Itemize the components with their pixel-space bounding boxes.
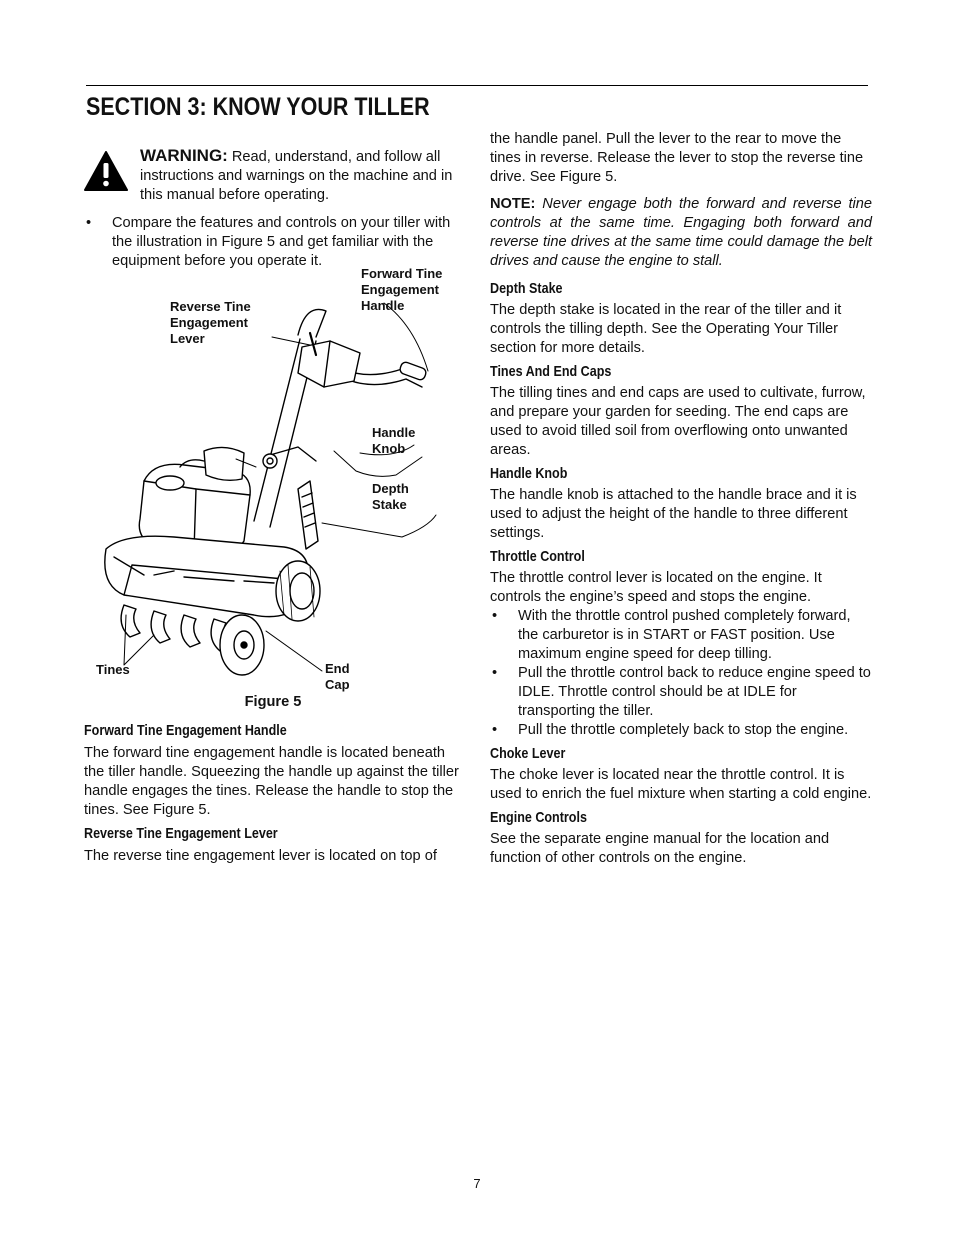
- figure-5: [84, 266, 462, 717]
- reverse-lever-body-cont: the handle panel. Pull the lever to the rear to move the tines in reverse. Release the lever to stop the reverse tine drive. See Figure 5.: [490, 131, 864, 185]
- bullet-marker: •: [492, 722, 498, 738]
- depth-stake-body: The depth stake is located in the rear of the tiller and it controls the tilling depth. See the Operating Your Tiller section for more details.: [490, 302, 842, 356]
- intro-bullet-list: [84, 214, 462, 271]
- note-label: NOTE:: [490, 196, 536, 212]
- warning-label: WARNING:: [140, 146, 228, 165]
- callout-reverse-tine-lever: Reverse Tine Engagement Lever: [170, 299, 251, 346]
- forward-handle-section: [84, 722, 462, 820]
- choke-section: [490, 745, 872, 804]
- left-column: [84, 146, 462, 866]
- list-item: [490, 664, 872, 721]
- bullet-marker: •: [492, 608, 498, 624]
- engine-controls-body: See the separate engine manual for the location and function of other controls on the engine.: [490, 831, 830, 866]
- handle-knob-section: [490, 465, 872, 543]
- throttle-bullet-text: Pull the throttle completely back to stop the engine.: [518, 722, 849, 738]
- throttle-heading: Throttle Control: [490, 549, 585, 565]
- right-column: [490, 130, 872, 868]
- callout-forward-tine-handle: Forward Tine Engagement Handle: [361, 266, 443, 313]
- throttle-section: [490, 548, 872, 740]
- callout-depth-stake: Depth Stake: [372, 481, 409, 512]
- depth-stake-heading: Depth Stake: [490, 281, 563, 297]
- header-rule: [86, 85, 868, 86]
- throttle-bullet-text: With the throttle control pushed completely forward, the carburetor is in START or FAST position. Use maximum engine speed for deep tilling.: [518, 608, 851, 662]
- intro-bullet-text: Compare the features and controls on your tiller with the illustration in Figure 5 and get familiar with the equipment before you operate it.: [112, 215, 451, 269]
- throttle-bullet-text: Pull the throttle control back to reduce engine speed to IDLE. Throttle control should be at IDLE for transporting the tiller.: [518, 665, 871, 719]
- reverse-lever-section: [84, 825, 462, 866]
- reverse-lever-heading: Reverse Tine Engagement Lever: [84, 826, 278, 842]
- warning-text: Read, understand, and follow all instructions and warnings on the machine and in this manual before operating.: [140, 149, 453, 203]
- list-item: [84, 214, 462, 271]
- forward-handle-heading: Forward Tine Engagement Handle: [84, 723, 287, 739]
- handle-knob-body: The handle knob is attached to the handle brace and it is used to adjust the height of the handle to three different settings.: [490, 487, 857, 541]
- list-item: [490, 721, 872, 740]
- note-body: Never engage both the forward and reverse tine controls at the same time. Engaging both forward and reverse tine drives at the same time could damage the belt drives and cause the engine to stall.: [490, 196, 872, 269]
- tines-caps-body: The tilling tines and end caps are used to cultivate, furrow, and prepare your garden for seeding. The end caps are used to avoid tilled soil from overflowing onto unwanted areas.: [490, 385, 866, 458]
- figure-caption: Figure 5: [244, 694, 302, 710]
- choke-body: The choke lever is located near the throttle control. It is used to enrich the fuel mixture when starting a cold engine.: [490, 767, 872, 802]
- throttle-bullet-list: [490, 607, 872, 740]
- tines-caps-heading: Tines And End Caps: [490, 364, 612, 380]
- depth-stake-section: [490, 280, 872, 358]
- warning-triangle-icon: [84, 150, 128, 192]
- callout-end-cap: End Cap: [325, 661, 350, 692]
- warning-block: [84, 146, 462, 205]
- callout-handle-knob: Handle Knob: [372, 425, 416, 456]
- list-item: [490, 607, 872, 664]
- forward-handle-body: The forward tine engagement handle is located beneath the tiller handle. Squeezing the handle up against the tiller handle engages the tines. Release the handle to stop the tines. See Figure 5.: [84, 745, 459, 818]
- engine-controls-heading: Engine Controls: [490, 810, 587, 826]
- handle-knob-heading: Handle Knob: [490, 466, 568, 482]
- page-number: 7: [473, 1176, 481, 1191]
- bullet-marker: •: [492, 665, 498, 681]
- section-title: SECTION 3: KNOW YOUR TILLER: [86, 93, 430, 121]
- reverse-lever-body-start: The reverse tine engagement lever is located on top of: [84, 848, 437, 864]
- tines-caps-section: [490, 363, 872, 460]
- throttle-body: The throttle control lever is located on the engine. It controls the engine’s speed and stops the engine.: [490, 570, 822, 605]
- bullet-marker: •: [86, 215, 92, 231]
- note-block: [490, 195, 872, 271]
- engine-controls-section: [490, 809, 872, 868]
- choke-heading: Choke Lever: [490, 746, 566, 762]
- callout-tines: Tines: [96, 662, 130, 677]
